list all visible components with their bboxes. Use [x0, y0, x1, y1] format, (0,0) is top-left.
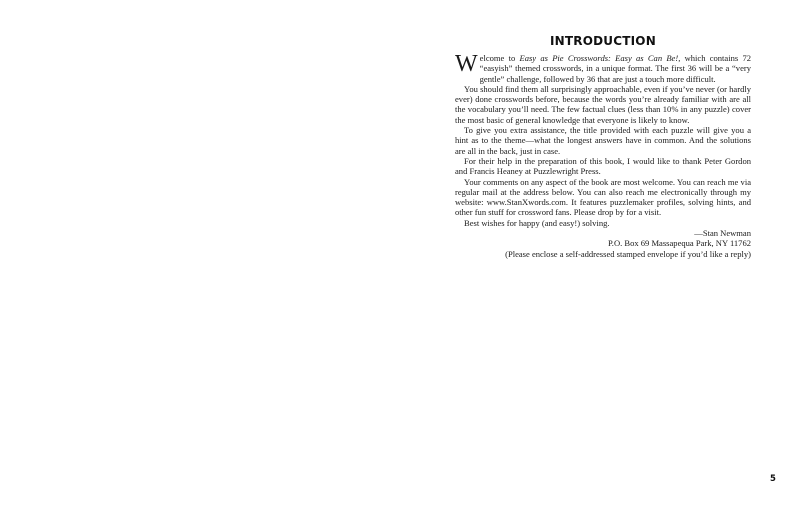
page-number: 5	[770, 474, 776, 484]
body-paragraph: Best wishes for happy (and easy!) solving.	[464, 217, 610, 228]
intro-lead: elcome to	[479, 53, 520, 63]
intro-rest: , which contains 72 “easyish” themed crosswords, in a unique format. The first 36 will be a “very gentle” challenge, followed by 36 that are just a touch more difficult.	[479, 53, 751, 84]
intro-paragraph	[455, 53, 751, 84]
signature-name: —Stan Newman	[694, 228, 751, 239]
signature-note: (Please enclose a self-addressed stamped envelope if you’d like a reply)	[505, 248, 751, 259]
body-paragraph: Your comments on any aspect of the book are most welcome. You can reach me via regular mail at the address below. You can also reach me electronically through my website: www.StanXwords.com. It features puzzlemaker profiles, solving hints, and other fun stuff for crossword fans. Please drop by for a visit.	[455, 176, 751, 218]
drop-cap: W	[455, 51, 478, 77]
body-paragraph: To give you extra assistance, the title provided with each puzzle will give you a hint as to the theme—what the longest answers have in common. And the solutions are all in the back, just in case.	[455, 125, 751, 156]
body-paragraph: For their help in the preparation of this book, I would like to thank Peter Gordon and Francis Heaney at Puzzlewright Press.	[455, 155, 751, 177]
page-title: INTRODUCTION	[550, 34, 656, 48]
introduction-section	[455, 34, 751, 259]
signature-address: P.O. Box 69 Massapequa Park, NY 11762	[608, 238, 751, 249]
body-paragraph: You should find them all surprisingly approachable, even if you’ve never (or hardly ever) done crosswords before, because the words you’re already familiar with are all the vocabulary you’ll need. The few factual clues (less than 10% in any puzzle) cover the most basic of general knowledge that everyone is likely to know.	[455, 83, 751, 125]
book-title: Easy as Pie Crosswords: Easy as Can Be!	[519, 53, 679, 63]
